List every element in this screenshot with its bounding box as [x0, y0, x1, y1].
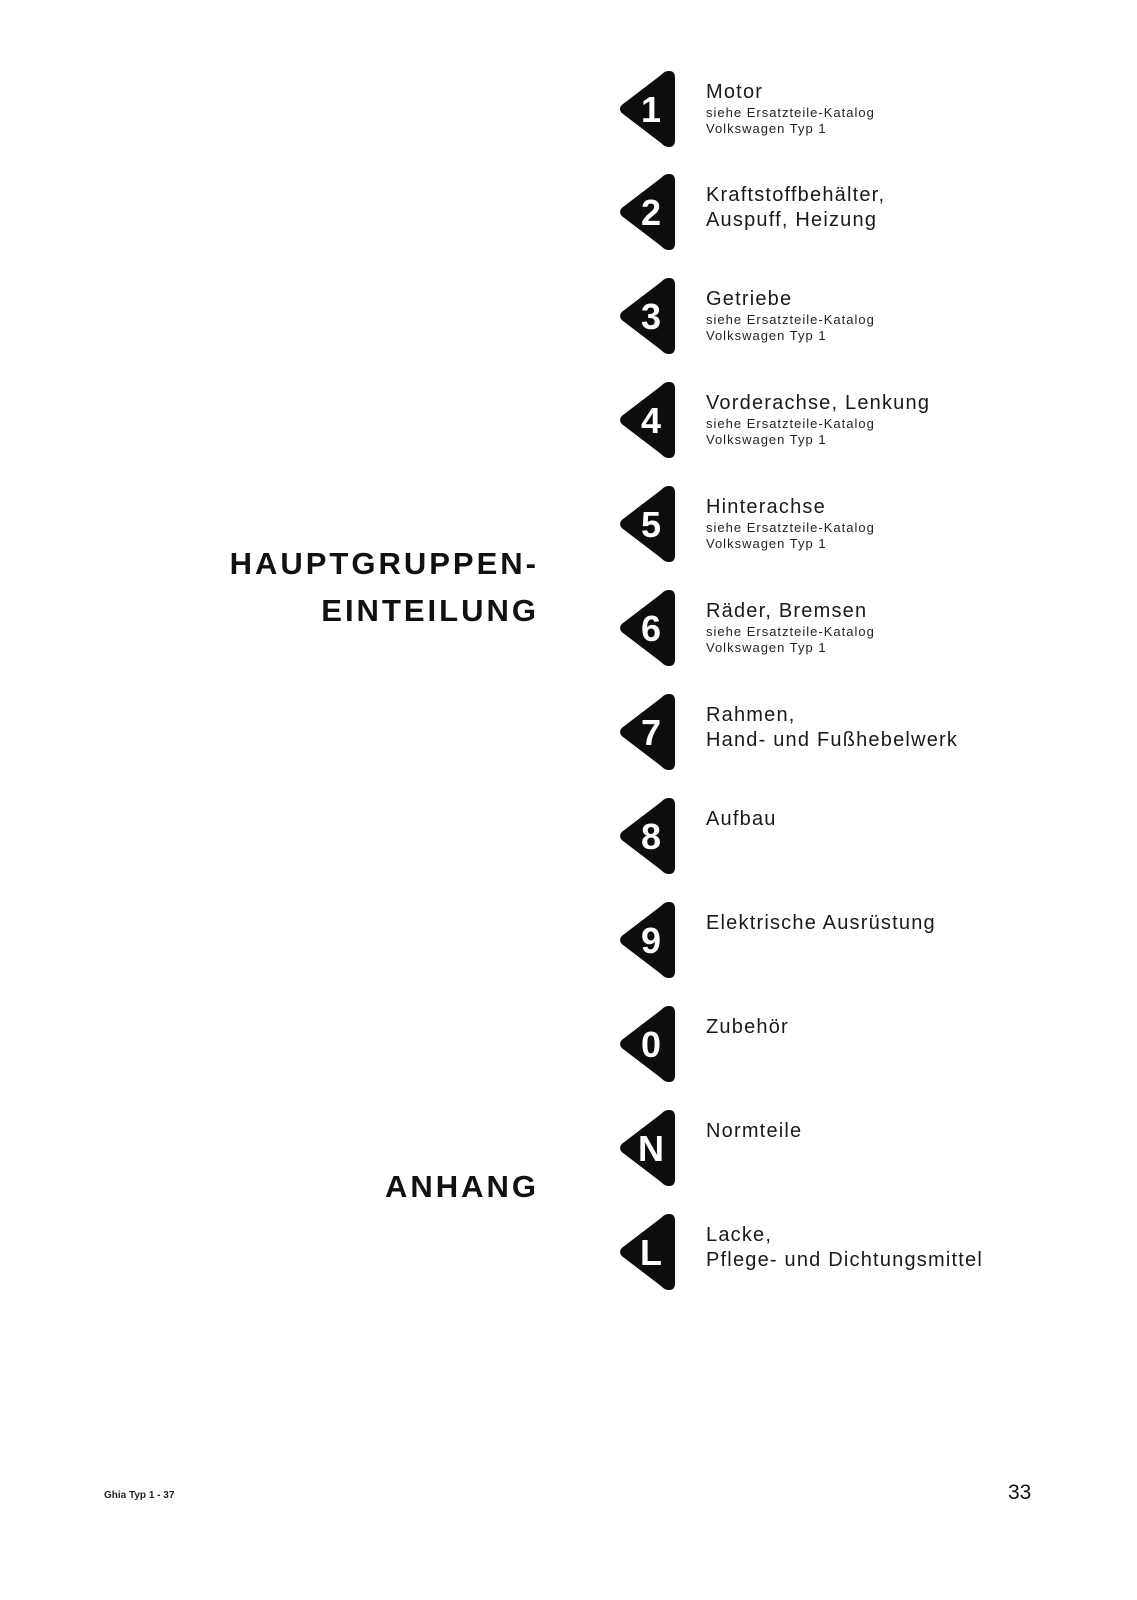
- badge-label: 2: [640, 192, 662, 233]
- badge-label: 6: [640, 608, 662, 649]
- group-item: [617, 693, 1117, 773]
- group-reference: Volkswagen Typ 1: [706, 432, 827, 447]
- group-text: [706, 599, 1116, 656]
- group-item: [617, 1109, 1117, 1189]
- badge-label: 4: [640, 400, 662, 441]
- group-text: [706, 1119, 1116, 1144]
- group-title: Kraftstoffbehälter,: [706, 184, 886, 206]
- group-text: [706, 183, 1116, 233]
- group-badge-icon: [617, 901, 677, 979]
- group-item: [617, 797, 1117, 877]
- group-badge-icon: [617, 1109, 677, 1187]
- group-text: [706, 911, 1116, 936]
- badge-label: 8: [640, 816, 662, 857]
- badge-label: 9: [640, 920, 662, 961]
- group-item: [617, 901, 1117, 981]
- group-title: Motor: [706, 81, 764, 103]
- group-item: [617, 173, 1117, 253]
- group-badge-icon: [617, 589, 677, 667]
- group-reference: siehe Ersatzteile-Katalog: [706, 624, 875, 639]
- group-item: [617, 277, 1117, 357]
- group-text: [706, 807, 1116, 832]
- group-reference: siehe Ersatzteile-Katalog: [706, 416, 875, 431]
- group-title: Elektrische Ausrüstung: [706, 912, 936, 934]
- group-text: [706, 495, 1116, 552]
- group-title: Aufbau: [706, 808, 777, 830]
- group-badge-icon: [617, 173, 677, 251]
- group-text: [706, 1015, 1116, 1040]
- group-title: Getriebe: [706, 288, 793, 310]
- group-title: Vorderachse, Lenkung: [706, 392, 931, 414]
- group-title: Normteile: [706, 1120, 803, 1142]
- group-item: [617, 381, 1117, 461]
- group-reference: siehe Ersatzteile-Katalog: [706, 312, 875, 327]
- badge-label: N: [638, 1128, 664, 1169]
- group-title: Rahmen,: [706, 704, 796, 726]
- group-badge-icon: [617, 797, 677, 875]
- group-reference: Volkswagen Typ 1: [706, 640, 827, 655]
- section-heading-line1: HAUPTGRUPPEN-: [229, 546, 539, 581]
- section-heading-line2: EINTEILUNG: [321, 593, 539, 628]
- group-title: Zubehör: [706, 1016, 789, 1038]
- group-reference: siehe Ersatzteile-Katalog: [706, 105, 875, 120]
- group-badge-icon: [617, 70, 677, 148]
- group-title: Hinterachse: [706, 496, 826, 518]
- group-badge-icon: [617, 381, 677, 459]
- group-item: [617, 1005, 1117, 1085]
- footer-catalog-label: Ghia Typ 1 - 37: [104, 1490, 175, 1501]
- group-text: [706, 80, 1116, 137]
- group-item: [617, 70, 1117, 150]
- group-badge-icon: [617, 1213, 677, 1291]
- group-item: [617, 485, 1117, 565]
- badge-label: 0: [640, 1024, 662, 1065]
- group-text: [706, 287, 1116, 344]
- group-item: [617, 589, 1117, 669]
- badge-label: 7: [640, 712, 662, 753]
- group-reference: Volkswagen Typ 1: [706, 121, 827, 136]
- group-item: [617, 1213, 1117, 1293]
- badge-label: L: [640, 1232, 662, 1273]
- appendix-heading: ANHANG: [384, 1169, 539, 1204]
- group-title: Räder, Bremsen: [706, 600, 868, 622]
- group-reference: Volkswagen Typ 1: [706, 536, 827, 551]
- group-text: [706, 703, 1116, 753]
- badge-label: 3: [640, 296, 662, 337]
- group-text: [706, 1223, 1116, 1273]
- group-reference: Volkswagen Typ 1: [706, 328, 827, 343]
- group-badge-icon: [617, 1005, 677, 1083]
- page-number: 33: [1008, 1481, 1032, 1504]
- group-title: Pflege- und Dichtungsmittel: [706, 1249, 983, 1271]
- group-badge-icon: [617, 277, 677, 355]
- group-reference: siehe Ersatzteile-Katalog: [706, 520, 875, 535]
- group-text: [706, 391, 1116, 448]
- group-title: Lacke,: [706, 1224, 773, 1246]
- badge-label: 1: [640, 89, 662, 130]
- group-badge-icon: [617, 485, 677, 563]
- group-title: Hand- und Fußhebelwerk: [706, 729, 959, 751]
- badge-label: 5: [640, 504, 662, 545]
- group-title: Auspuff, Heizung: [706, 209, 878, 231]
- group-badge-icon: [617, 693, 677, 771]
